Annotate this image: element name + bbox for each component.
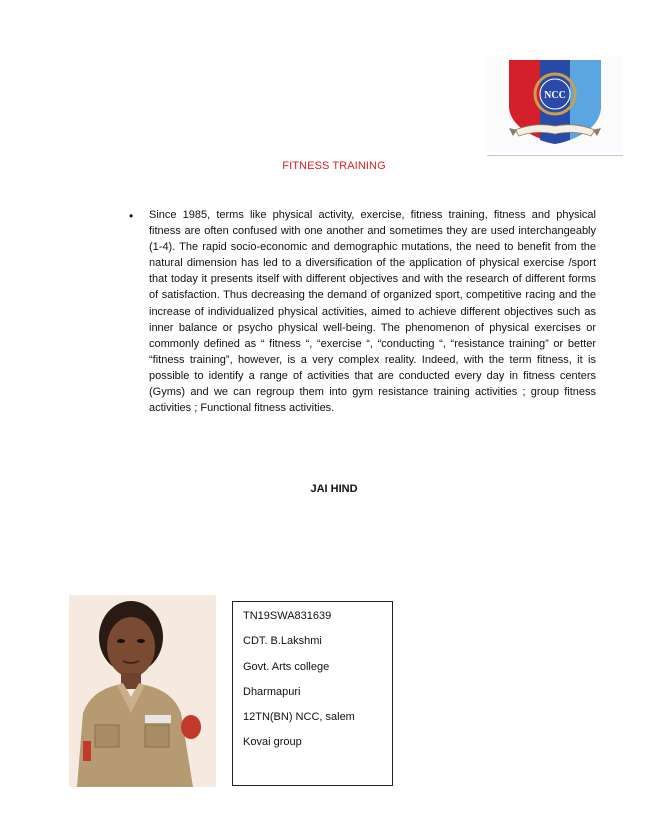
bullet-icon: • (129, 209, 134, 223)
ncc-logo (487, 56, 623, 152)
svg-text:NCC: NCC (544, 90, 566, 101)
cadet-group: Kovai group (243, 736, 302, 749)
cadet-id: TN19SWA831639 (243, 610, 332, 622)
closing-text: JAI HIND (310, 483, 358, 495)
cadet-college: Govt. Arts college (243, 660, 330, 673)
page-title: FITNESS TRAINING (282, 160, 386, 172)
logo-underline (487, 155, 623, 156)
cadet-unit: 12TN(BN) NCC, salem (243, 711, 355, 724)
ncc-emblem-icon (487, 56, 623, 152)
cadet-photo (69, 595, 216, 787)
person-photo-icon (69, 595, 216, 787)
cadet-info-box (232, 601, 393, 786)
cadet-name: CDT. B.Lakshmi (243, 635, 322, 648)
cadet-town: Dharmapuri (243, 685, 301, 698)
fitness-paragraph: Since 1985, terms like physical activity, exercise, fitness training, fitness and physical fitness are often confused with one another and sometimes they are used interchangeably (1-4). The rapid socio-economic and demographic mutations, the need to benefit from the natural dimension has led to a diversification of the application of physical exercise /sport that today it presents itself with different objectives and with the research of different forms of satisfaction. Thus decreasing the demand of organized sport, competitive racing and the increase of individualized physical activities, aimed to achieve different objectives such as inner balance or psycho physical well-being. The phenomenon of physical exercises or commonly defined as “ fitness “, “exercise “, “conducting “, “resistance training” or better “fitness training”, however, is a very complex reality. Indeed, with the term fitness, it is possible to identify a range of activities that are conducted every day in fitness centers (Gyms) and we can regroup them into gym resistance training activities ; group fitness activities ; Functional fitness activities. (149, 209, 596, 415)
